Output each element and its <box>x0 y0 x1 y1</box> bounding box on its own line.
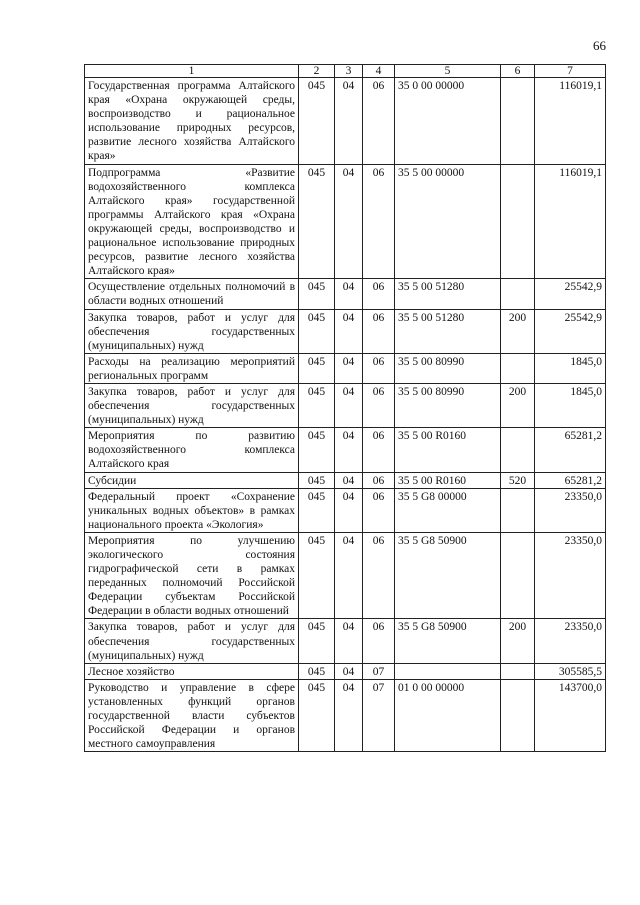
table-row <box>85 383 606 427</box>
target-article-cell: 35 5 00 51280 <box>395 309 501 353</box>
admin-code-cell: 045 <box>299 488 335 532</box>
item-name-cell: Закупка товаров, работ и услуг для обеспечения государственных (муниципальных) нужд <box>85 309 299 353</box>
item-name-cell: Федеральный проект «Сохранение уникальных водных объектов» в рамках национального проекта «Экология» <box>85 488 299 532</box>
table-body <box>85 78 606 752</box>
admin-code-cell: 045 <box>299 619 335 663</box>
table-row <box>85 472 606 488</box>
table-row <box>85 619 606 663</box>
admin-code-cell: 045 <box>299 78 335 165</box>
header-row <box>85 65 606 78</box>
subsection-code-cell: 06 <box>363 164 395 279</box>
target-article-cell: 35 5 00 R0160 <box>395 472 501 488</box>
expense-type-cell <box>501 532 535 619</box>
col-header-4: 4 <box>363 65 395 78</box>
expense-type-cell <box>501 279 535 309</box>
expense-type-cell <box>501 164 535 279</box>
amount-cell: 116019,1 <box>535 78 606 165</box>
admin-code-cell: 045 <box>299 472 335 488</box>
target-article-cell: 35 5 00 80990 <box>395 383 501 427</box>
section-code-cell: 04 <box>335 78 363 165</box>
expense-type-cell: 200 <box>501 383 535 427</box>
amount-cell: 23350,0 <box>535 619 606 663</box>
col-header-6: 6 <box>501 65 535 78</box>
target-article-cell: 35 5 00 80990 <box>395 353 501 383</box>
section-code-cell: 04 <box>335 164 363 279</box>
expense-type-cell <box>501 428 535 472</box>
item-name-cell: Расходы на реализацию мероприятий региональных программ <box>85 353 299 383</box>
amount-cell: 143700,0 <box>535 679 606 751</box>
target-article-cell: 35 5 00 51280 <box>395 279 501 309</box>
expense-type-cell <box>501 679 535 751</box>
amount-cell: 25542,9 <box>535 309 606 353</box>
table-row <box>85 663 606 679</box>
subsection-code-cell: 07 <box>363 679 395 751</box>
amount-cell: 65281,2 <box>535 472 606 488</box>
subsection-code-cell: 06 <box>363 619 395 663</box>
section-code-cell: 04 <box>335 309 363 353</box>
admin-code-cell: 045 <box>299 679 335 751</box>
amount-cell: 305585,5 <box>535 663 606 679</box>
table-row <box>85 679 606 751</box>
col-header-7: 7 <box>535 65 606 78</box>
amount-cell: 23350,0 <box>535 488 606 532</box>
admin-code-cell: 045 <box>299 279 335 309</box>
item-name-cell: Закупка товаров, работ и услуг для обеспечения государственных (муниципальных) нужд <box>85 383 299 427</box>
budget-table <box>84 64 606 752</box>
col-header-5: 5 <box>395 65 501 78</box>
amount-cell: 1845,0 <box>535 353 606 383</box>
section-code-cell: 04 <box>335 619 363 663</box>
admin-code-cell: 045 <box>299 663 335 679</box>
subsection-code-cell: 07 <box>363 663 395 679</box>
subsection-code-cell: 06 <box>363 472 395 488</box>
item-name-cell: Субсидии <box>85 472 299 488</box>
subsection-code-cell: 06 <box>363 353 395 383</box>
amount-cell: 116019,1 <box>535 164 606 279</box>
subsection-code-cell: 06 <box>363 78 395 165</box>
subsection-code-cell: 06 <box>363 309 395 353</box>
target-article-cell: 01 0 00 00000 <box>395 679 501 751</box>
amount-cell: 23350,0 <box>535 532 606 619</box>
col-header-2: 2 <box>299 65 335 78</box>
table-row <box>85 428 606 472</box>
expense-type-cell: 520 <box>501 472 535 488</box>
amount-cell: 25542,9 <box>535 279 606 309</box>
admin-code-cell: 045 <box>299 309 335 353</box>
item-name-cell: Мероприятия по улучшению экологического состояния гидрографической сети в рамках переданных полномочий Российской Федерации субъектам Российской Федерации в области водных отношений <box>85 532 299 619</box>
subsection-code-cell: 06 <box>363 488 395 532</box>
table-row <box>85 488 606 532</box>
item-name-cell: Закупка товаров, работ и услуг для обеспечения государственных (муниципальных) нужд <box>85 619 299 663</box>
target-article-cell: 35 5 00 00000 <box>395 164 501 279</box>
section-code-cell: 04 <box>335 472 363 488</box>
section-code-cell: 04 <box>335 532 363 619</box>
section-code-cell: 04 <box>335 383 363 427</box>
target-article-cell: 35 5 G8 50900 <box>395 532 501 619</box>
admin-code-cell: 045 <box>299 532 335 619</box>
item-name-cell: Мероприятия по развитию водохозяйственного комплекса Алтайского края <box>85 428 299 472</box>
target-article-cell: 35 0 00 00000 <box>395 78 501 165</box>
table-row <box>85 309 606 353</box>
admin-code-cell: 045 <box>299 428 335 472</box>
page-number: 66 <box>593 38 606 53</box>
table-row <box>85 279 606 309</box>
admin-code-cell: 045 <box>299 353 335 383</box>
item-name-cell: Государственная программа Алтайского края «Охрана окружающей среды, воспроизводство и рациональное использование природных ресурсов, развитие лесного хозяйства Алтайского края» <box>85 78 299 165</box>
table-row <box>85 353 606 383</box>
subsection-code-cell: 06 <box>363 532 395 619</box>
section-code-cell: 04 <box>335 279 363 309</box>
expense-type-cell: 200 <box>501 619 535 663</box>
expense-type-cell <box>501 353 535 383</box>
item-name-cell: Осуществление отдельных полномочий в области водных отношений <box>85 279 299 309</box>
target-article-cell: 35 5 G8 00000 <box>395 488 501 532</box>
expense-type-cell <box>501 78 535 165</box>
admin-code-cell: 045 <box>299 383 335 427</box>
table-row <box>85 532 606 619</box>
target-article-cell <box>395 663 501 679</box>
section-code-cell: 04 <box>335 428 363 472</box>
section-code-cell: 04 <box>335 488 363 532</box>
table-row <box>85 78 606 165</box>
section-code-cell: 04 <box>335 663 363 679</box>
expense-type-cell <box>501 663 535 679</box>
target-article-cell: 35 5 G8 50900 <box>395 619 501 663</box>
section-code-cell: 04 <box>335 679 363 751</box>
amount-cell: 65281,2 <box>535 428 606 472</box>
subsection-code-cell: 06 <box>363 279 395 309</box>
subsection-code-cell: 06 <box>363 383 395 427</box>
col-header-3: 3 <box>335 65 363 78</box>
section-code-cell: 04 <box>335 353 363 383</box>
target-article-cell: 35 5 00 R0160 <box>395 428 501 472</box>
item-name-cell: Лесное хозяйство <box>85 663 299 679</box>
admin-code-cell: 045 <box>299 164 335 279</box>
item-name-cell: Руководство и управление в сфере установленных функций органов государственной власти субъектов Российской Федерации и органов местного самоуправления <box>85 679 299 751</box>
item-name-cell: Подпрограмма «Развитие водохозяйственного комплекса Алтайского края» государственной программы Алтайского края «Охрана окружающей среды, воспроизводство и рациональное использование природных ресурсов, развитие лесного хозяйства Алтайского края» <box>85 164 299 279</box>
expense-type-cell <box>501 488 535 532</box>
amount-cell: 1845,0 <box>535 383 606 427</box>
table-row <box>85 164 606 279</box>
subsection-code-cell: 06 <box>363 428 395 472</box>
expense-type-cell: 200 <box>501 309 535 353</box>
col-header-1: 1 <box>85 65 299 78</box>
